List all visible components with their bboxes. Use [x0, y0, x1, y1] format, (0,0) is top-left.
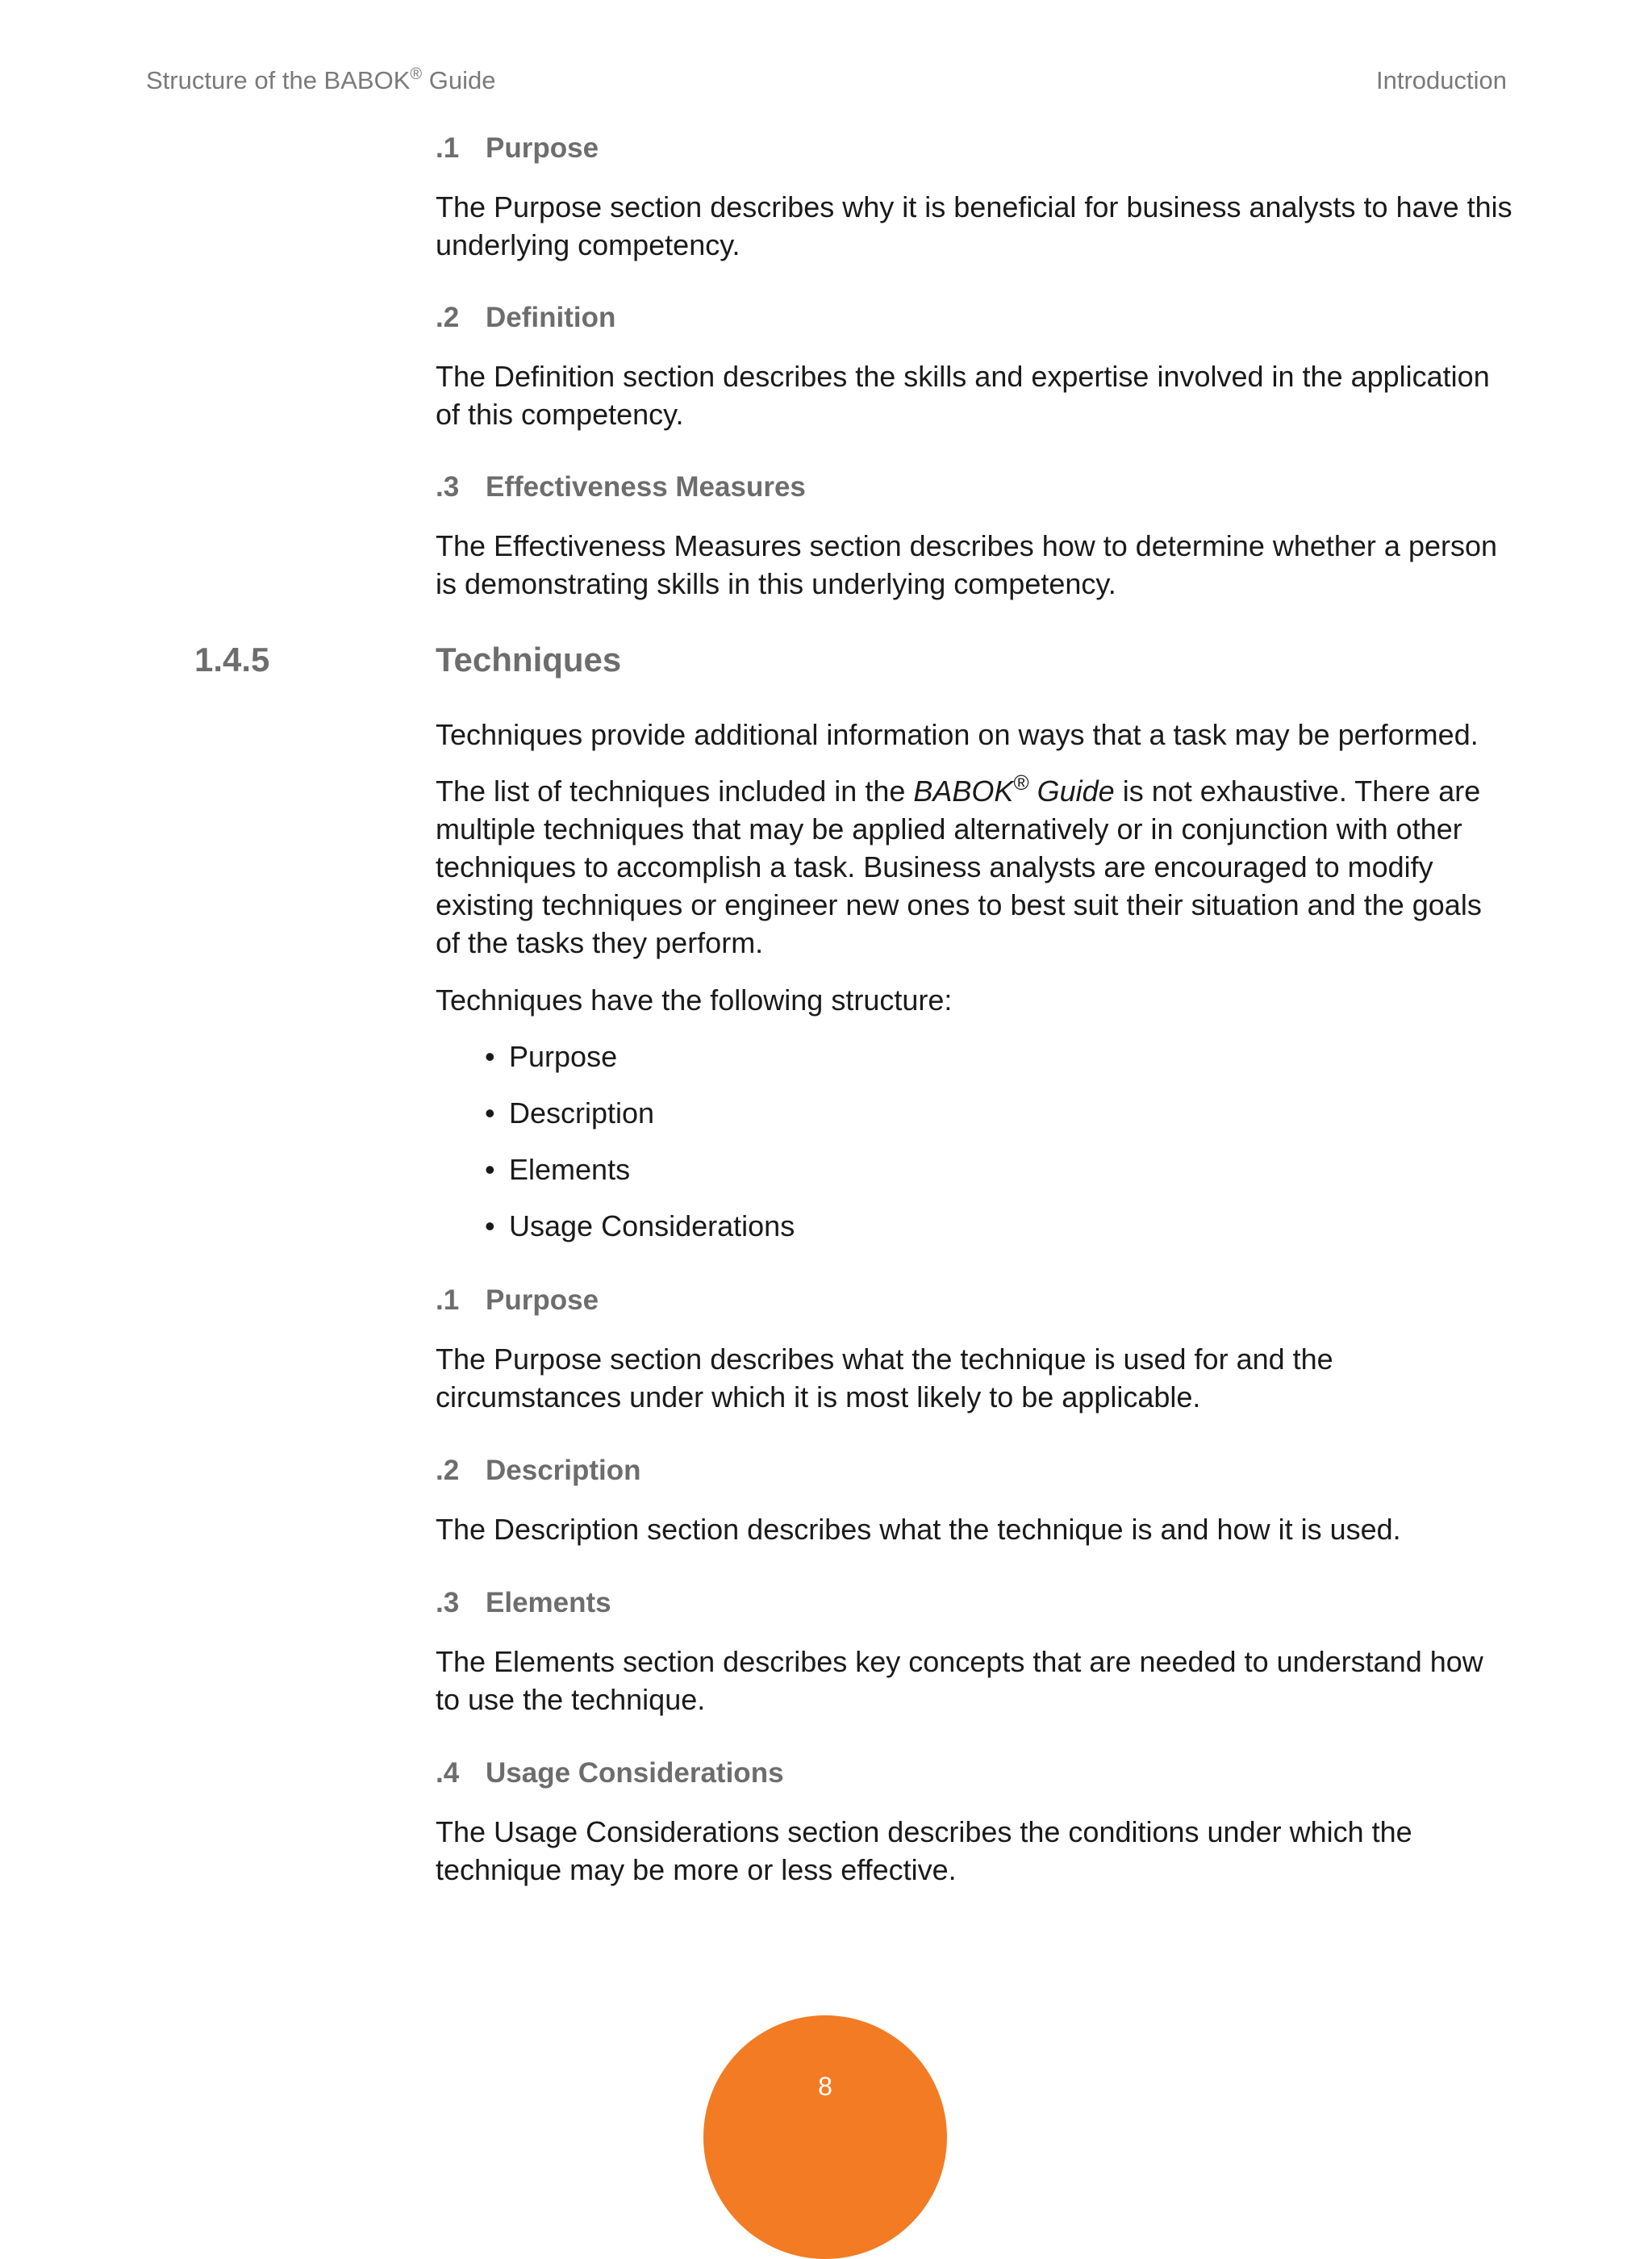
text-line: to use the technique. [436, 1683, 706, 1716]
text-line: of this competency. [436, 398, 684, 431]
paragraph-technique-purpose [436, 1340, 1516, 1416]
subheading-title: Elements [486, 1587, 611, 1618]
intro-suffix: is not exhaustive. There are [1114, 775, 1481, 808]
bullet: • [485, 1040, 495, 1073]
page-number-badge [703, 2015, 947, 2259]
registered-mark: ® [410, 65, 423, 83]
subheading-number: .2 [436, 1455, 460, 1486]
subheading-number: .3 [436, 1587, 460, 1618]
text-line: of the tasks they perform. [436, 926, 764, 959]
text-line: technique may be more or less effective. [436, 1853, 957, 1886]
list-item-label: Purpose [509, 1040, 618, 1073]
text-line: The Definition section describes the skills and expertise involved in the application [436, 360, 1490, 393]
subheading-number: .4 [436, 1757, 460, 1789]
registered-mark: ® [1013, 770, 1029, 795]
paragraph-technique-usage [436, 1813, 1516, 1889]
list-item [436, 1150, 795, 1207]
subheading-number: .2 [436, 302, 460, 333]
text-line: circumstances under which it is most likely to be applicable. [436, 1380, 1201, 1413]
text-line: is demonstrating skills in this underlying competency. [436, 567, 1116, 600]
babok-italic: BABOK [913, 775, 1014, 808]
subheading-title: Description [486, 1455, 641, 1486]
subheading-title: Purpose [486, 132, 599, 164]
list-item-label: Description [509, 1096, 655, 1130]
subheading-number: .1 [436, 1284, 460, 1316]
bullet: • [485, 1096, 495, 1130]
subheading-title: Definition [486, 302, 616, 333]
subheading-number: .3 [436, 471, 460, 503]
subheading-competency-purpose [436, 131, 599, 166]
text-line: multiple techniques that may be applied alternatively or in conjunction with other [436, 812, 1462, 846]
list-item-label: Usage Considerations [509, 1209, 795, 1242]
list-item-label: Elements [509, 1153, 631, 1186]
header-left-text: Structure of the BABOK [146, 66, 411, 94]
text-line: The Description section describes what the technique is and how it is used. [436, 1513, 1401, 1546]
subheading-competency-definition [436, 300, 615, 336]
paragraph-technique-elements [436, 1643, 1516, 1718]
subheading-title: Effectiveness Measures [486, 471, 806, 503]
list-item [436, 1094, 795, 1150]
intro-prefix: The list of techniques included in the [436, 775, 914, 808]
paragraph-intro-3: Techniques have the following structure: [436, 983, 953, 1017]
paragraph-competency-definition [436, 357, 1516, 433]
subheading-number: .1 [436, 132, 460, 164]
text-line: The Effectiveness Measures section describes how to determine whether a person [436, 529, 1498, 562]
text-line: The Elements section describes key concepts that are needed to understand how [436, 1645, 1483, 1678]
section-number: 1.4.5 [194, 641, 270, 679]
list-item [436, 1207, 795, 1263]
section-title: Techniques [436, 641, 622, 679]
subheading-competency-effectiveness [436, 470, 806, 505]
technique-structure-list [436, 1038, 795, 1263]
bullet: • [485, 1209, 495, 1242]
subheading-title: Purpose [486, 1284, 599, 1316]
paragraph-competency-purpose [436, 188, 1516, 264]
text-line: The Purpose section describes why it is beneficial for business analysts to have this [436, 190, 1512, 223]
paragraph-intro-2 [436, 772, 1516, 962]
header-left-suffix: Guide [422, 66, 496, 94]
subheading-title: Usage Considerations [486, 1757, 784, 1789]
paragraph-intro-1: Techniques provide additional information on ways that a task may be performed. [436, 718, 1479, 751]
paragraph-technique-description [436, 1510, 1516, 1548]
text-line: techniques to accomplish a task. Business analysts are encouraged to modify [436, 850, 1433, 883]
text-line: existing techniques or engineer new ones to best suit their situation and the goals [436, 888, 1482, 921]
list-item [436, 1038, 795, 1094]
text-line [436, 772, 1516, 810]
bullet: • [485, 1153, 495, 1186]
subheading-technique-elements [436, 1585, 611, 1621]
text-line: The Usage Considerations section describes the conditions under which the [436, 1815, 1412, 1848]
running-header-left [146, 65, 495, 97]
running-header-right: Introduction [1376, 66, 1507, 94]
text-line: underlying competency. [436, 228, 740, 261]
guide-italic: Guide [1028, 775, 1115, 808]
subheading-technique-description [436, 1453, 641, 1489]
page-number: 8 [818, 2072, 832, 2101]
subheading-technique-usage [436, 1756, 784, 1791]
subheading-technique-purpose [436, 1283, 599, 1318]
text-line: The Purpose section describes what the technique is used for and the [436, 1342, 1333, 1376]
paragraph-competency-effectiveness [436, 527, 1516, 603]
